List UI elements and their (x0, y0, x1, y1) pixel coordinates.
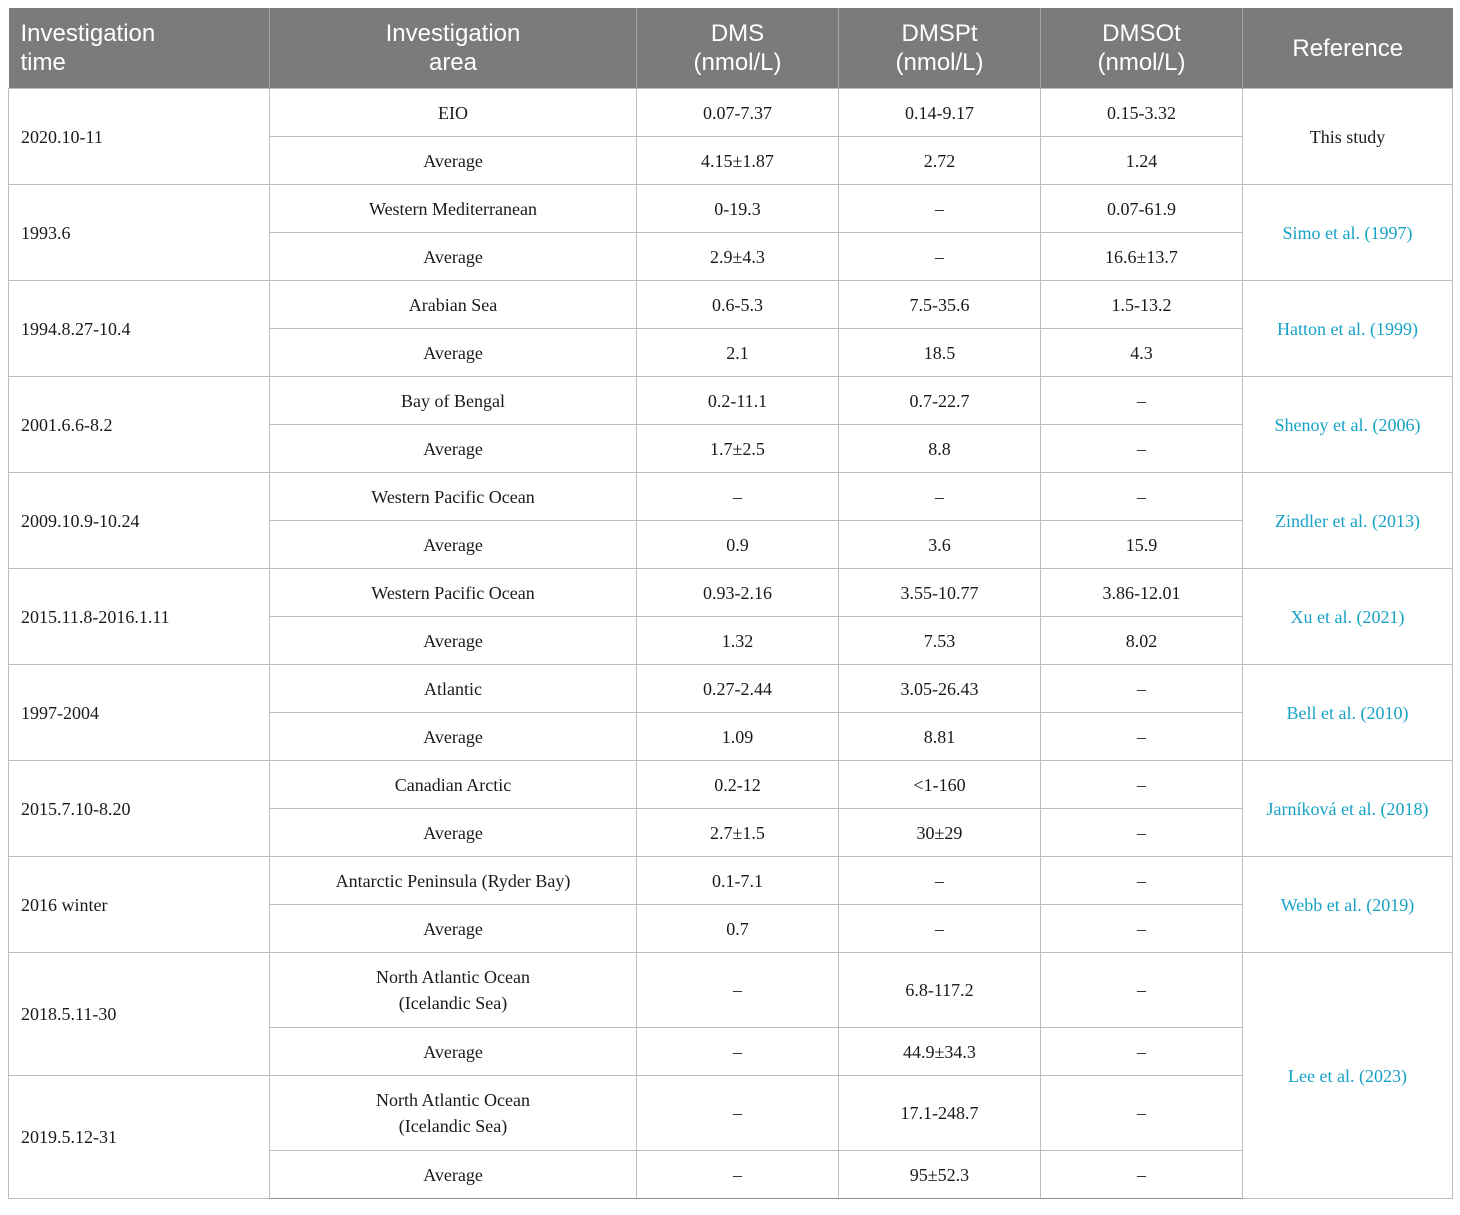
header-investigation-time: Investigation time (9, 8, 270, 89)
table-row (9, 185, 1453, 233)
avg-dmspt-cell: 3.6 (839, 521, 1041, 569)
area-cell: Western Mediterranean (270, 185, 637, 233)
dms-cell: 0.2-11.1 (637, 377, 839, 425)
table-row (9, 761, 1453, 809)
avg-dms-cell: – (637, 1151, 839, 1199)
avg-dmsot-cell: 8.02 (1041, 617, 1243, 665)
table-row (9, 377, 1453, 425)
area-cell: Bay of Bengal (270, 377, 637, 425)
time-cell: 2001.6.6-8.2 (9, 377, 270, 473)
average-label-cell: Average (270, 137, 637, 185)
dms-cell: – (637, 473, 839, 521)
avg-dmspt-cell: 18.5 (839, 329, 1041, 377)
time-cell: 2016 winter (9, 857, 270, 953)
dms-cell: 0.93-2.16 (637, 569, 839, 617)
avg-dmspt-cell: 8.81 (839, 713, 1041, 761)
area-cell: Antarctic Peninsula (Ryder Bay) (270, 857, 637, 905)
dmspt-cell: – (839, 185, 1041, 233)
average-label-cell: Average (270, 809, 637, 857)
dmspt-cell: – (839, 473, 1041, 521)
dmsot-cell: – (1041, 665, 1243, 713)
dmspt-cell: – (839, 857, 1041, 905)
time-cell: 1997-2004 (9, 665, 270, 761)
dmspt-cell: 7.5-35.6 (839, 281, 1041, 329)
area-cell: Atlantic (270, 665, 637, 713)
avg-dmspt-cell: 95±52.3 (839, 1151, 1041, 1199)
avg-dmspt-cell: 44.9±34.3 (839, 1028, 1041, 1076)
dmsot-cell: – (1041, 473, 1243, 521)
reference-link[interactable]: Simo et al. (1997) (1243, 185, 1453, 281)
dmspt-cell: 17.1-248.7 (839, 1076, 1041, 1151)
dmsot-cell: – (1041, 953, 1243, 1028)
header-reference: Reference (1243, 8, 1453, 89)
area-cell: Western Pacific Ocean (270, 569, 637, 617)
avg-dmsot-cell: 16.6±13.7 (1041, 233, 1243, 281)
table-row (9, 953, 1453, 1028)
reference-link[interactable]: Jarníková et al. (2018) (1243, 761, 1453, 857)
dmspt-cell: 6.8-117.2 (839, 953, 1041, 1028)
header-dmspt: DMSPt (nmol/L) (839, 8, 1041, 89)
avg-dmspt-cell: – (839, 233, 1041, 281)
dms-cell: – (637, 953, 839, 1028)
dms-cell: 0.07-7.37 (637, 89, 839, 137)
avg-dmsot-cell: – (1041, 905, 1243, 953)
dmspt-cell: 3.05-26.43 (839, 665, 1041, 713)
table-row (9, 473, 1453, 521)
dmspt-cell: 0.7-22.7 (839, 377, 1041, 425)
avg-dms-cell: – (637, 1028, 839, 1076)
dmsot-cell: – (1041, 761, 1243, 809)
dms-cell: 0-19.3 (637, 185, 839, 233)
reference-link[interactable]: Zindler et al. (2013) (1243, 473, 1453, 569)
average-label-cell: Average (270, 617, 637, 665)
table-row (9, 857, 1453, 905)
dmspt-cell: 0.14-9.17 (839, 89, 1041, 137)
time-cell: 2009.10.9-10.24 (9, 473, 270, 569)
area-cell: Canadian Arctic (270, 761, 637, 809)
avg-dms-cell: 2.1 (637, 329, 839, 377)
dms-cell: 0.1-7.1 (637, 857, 839, 905)
reference-link[interactable]: Shenoy et al. (2006) (1243, 377, 1453, 473)
dmsot-cell: – (1041, 857, 1243, 905)
reference-link[interactable]: Hatton et al. (1999) (1243, 281, 1453, 377)
avg-dms-cell: 1.09 (637, 713, 839, 761)
avg-dmsot-cell: – (1041, 809, 1243, 857)
avg-dms-cell: 0.9 (637, 521, 839, 569)
avg-dms-cell: 1.32 (637, 617, 839, 665)
table-row (9, 1076, 1453, 1151)
average-label-cell: Average (270, 713, 637, 761)
header-dmsot: DMSOt (nmol/L) (1041, 8, 1243, 89)
dmsot-cell: – (1041, 1076, 1243, 1151)
avg-dms-cell: 4.15±1.87 (637, 137, 839, 185)
avg-dmspt-cell: – (839, 905, 1041, 953)
avg-dmspt-cell: 30±29 (839, 809, 1041, 857)
dmspt-cell: <1-160 (839, 761, 1041, 809)
avg-dms-cell: 1.7±2.5 (637, 425, 839, 473)
avg-dmsot-cell: – (1041, 713, 1243, 761)
time-cell: 1994.8.27-10.4 (9, 281, 270, 377)
avg-dmsot-cell: – (1041, 1028, 1243, 1076)
reference-link[interactable]: Bell et al. (2010) (1243, 665, 1453, 761)
dms-cell: 0.27-2.44 (637, 665, 839, 713)
area-cell: North Atlantic Ocean (Icelandic Sea) (270, 1076, 637, 1151)
avg-dmsot-cell: – (1041, 1151, 1243, 1199)
avg-dmsot-cell: 4.3 (1041, 329, 1243, 377)
comparison-table (8, 8, 1453, 1199)
area-cell: EIO (270, 89, 637, 137)
dms-cell: 0.2-12 (637, 761, 839, 809)
table-row (9, 281, 1453, 329)
header-row (9, 8, 1453, 89)
reference-link[interactable]: Webb et al. (2019) (1243, 857, 1453, 953)
average-label-cell: Average (270, 521, 637, 569)
dms-cell: – (637, 1076, 839, 1151)
table-row (9, 89, 1453, 137)
avg-dmsot-cell: 1.24 (1041, 137, 1243, 185)
dmsot-cell: 3.86-12.01 (1041, 569, 1243, 617)
dmsot-cell: 0.15-3.32 (1041, 89, 1243, 137)
header-dms: DMS (nmol/L) (637, 8, 839, 89)
time-cell: 2018.5.11-30 (9, 953, 270, 1076)
average-label-cell: Average (270, 329, 637, 377)
time-cell: 2015.7.10-8.20 (9, 761, 270, 857)
average-label-cell: Average (270, 1151, 637, 1199)
time-cell: 2020.10-11 (9, 89, 270, 185)
avg-dmspt-cell: 7.53 (839, 617, 1041, 665)
average-label-cell: Average (270, 233, 637, 281)
dmspt-cell: 3.55-10.77 (839, 569, 1041, 617)
reference-link[interactable]: Lee et al. (2023) (1243, 953, 1453, 1199)
dms-cell: 0.6-5.3 (637, 281, 839, 329)
table-row (9, 569, 1453, 617)
avg-dmspt-cell: 8.8 (839, 425, 1041, 473)
time-cell: 2015.11.8-2016.1.11 (9, 569, 270, 665)
average-label-cell: Average (270, 425, 637, 473)
average-label-cell: Average (270, 905, 637, 953)
avg-dms-cell: 2.9±4.3 (637, 233, 839, 281)
dmsot-cell: 1.5-13.2 (1041, 281, 1243, 329)
reference-cell: This study (1243, 89, 1453, 185)
time-cell: 2019.5.12-31 (9, 1076, 270, 1199)
avg-dmsot-cell: – (1041, 425, 1243, 473)
avg-dmsot-cell: 15.9 (1041, 521, 1243, 569)
avg-dms-cell: 2.7±1.5 (637, 809, 839, 857)
dmsot-cell: 0.07-61.9 (1041, 185, 1243, 233)
reference-link[interactable]: Xu et al. (2021) (1243, 569, 1453, 665)
area-cell: North Atlantic Ocean (Icelandic Sea) (270, 953, 637, 1028)
area-cell: Western Pacific Ocean (270, 473, 637, 521)
avg-dms-cell: 0.7 (637, 905, 839, 953)
header-investigation-area: Investigation area (270, 8, 637, 89)
average-label-cell: Average (270, 1028, 637, 1076)
avg-dmspt-cell: 2.72 (839, 137, 1041, 185)
area-cell: Arabian Sea (270, 281, 637, 329)
time-cell: 1993.6 (9, 185, 270, 281)
dmsot-cell: – (1041, 377, 1243, 425)
table-row (9, 665, 1453, 713)
